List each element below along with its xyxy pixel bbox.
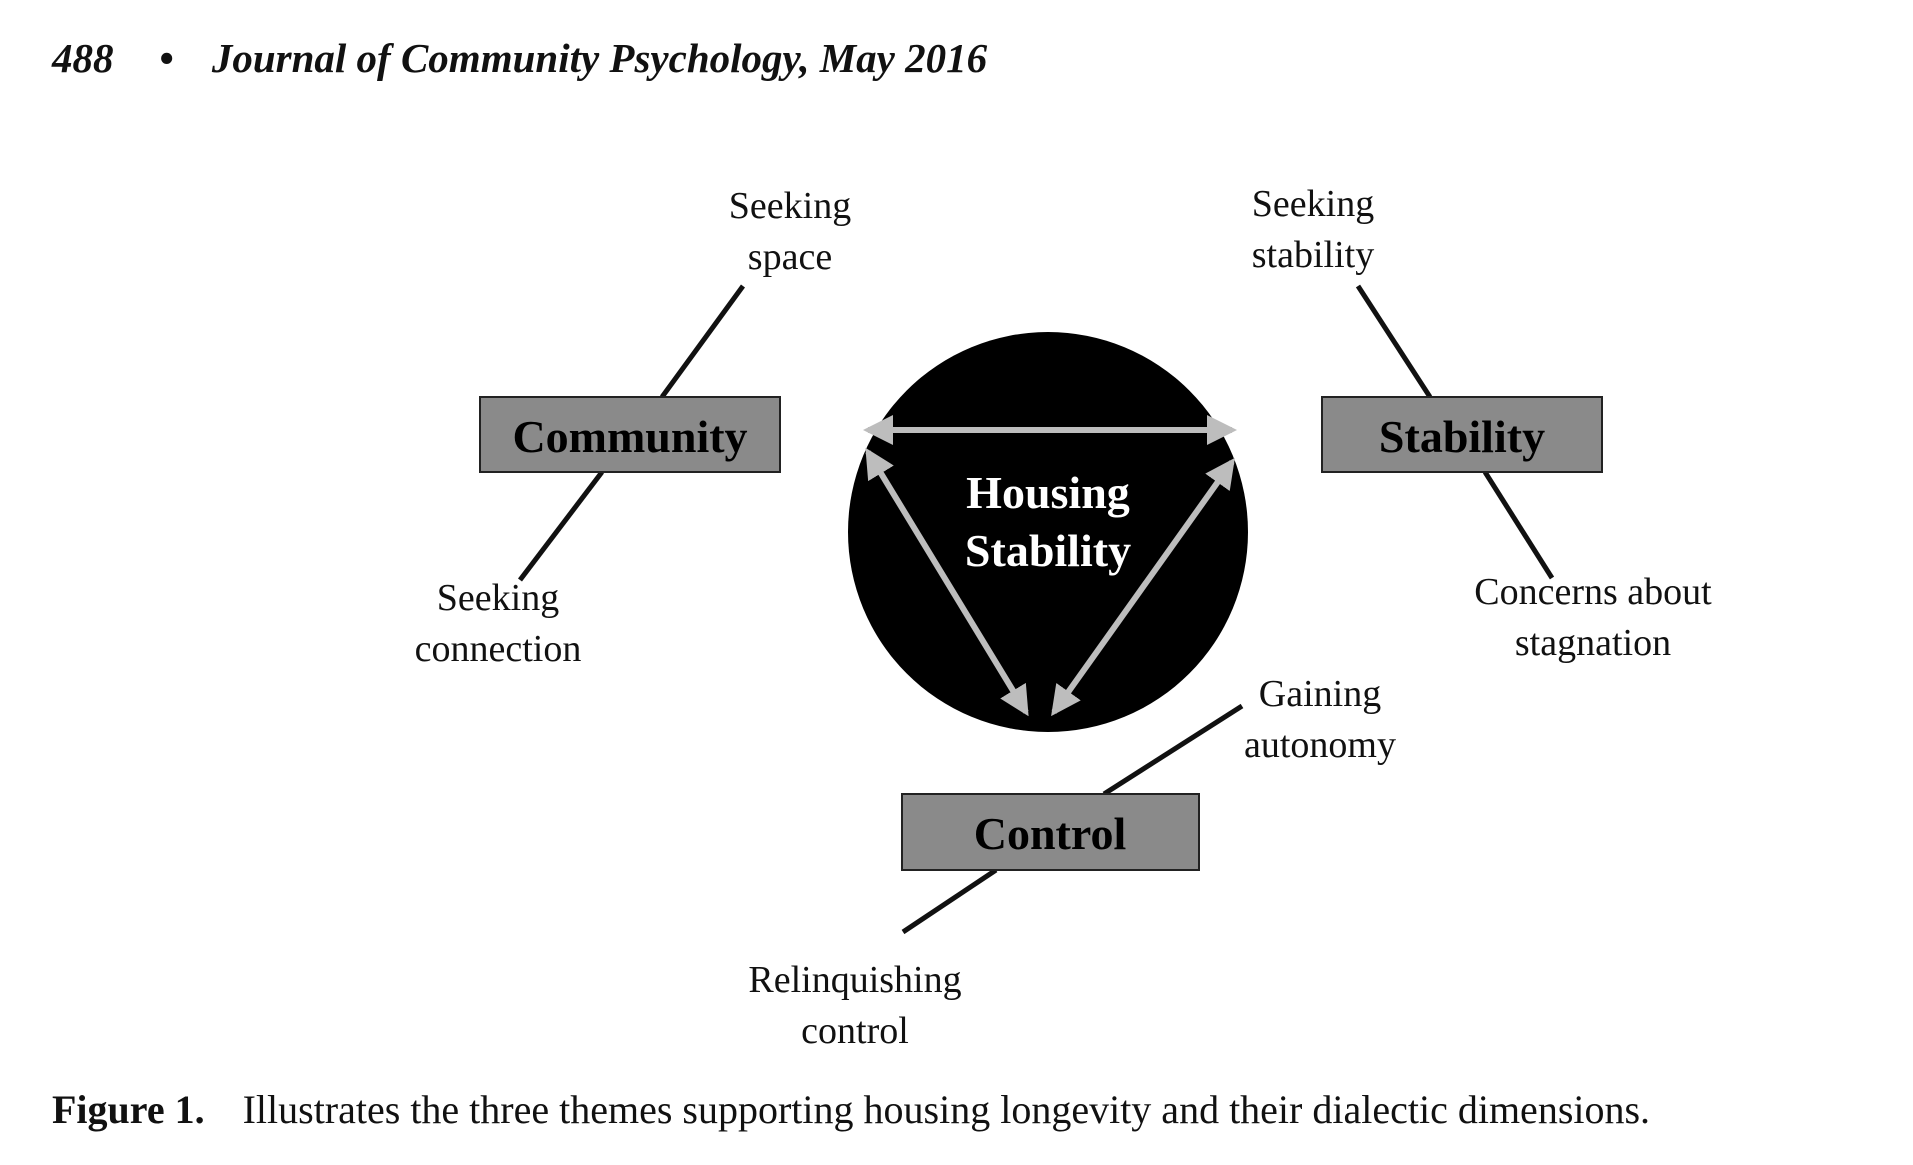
community-label: Community xyxy=(512,411,748,462)
journal-title: Journal of Community Psychology, May 2016 xyxy=(211,35,988,81)
bullet-separator: • xyxy=(159,35,174,81)
stability-label: Stability xyxy=(1378,411,1546,462)
figure-caption-label: Figure 1. xyxy=(52,1087,205,1132)
control-upper-connector xyxy=(1104,706,1242,794)
figure-caption xyxy=(52,1086,1650,1133)
center-label-line1: Housing xyxy=(966,467,1130,518)
control-upper-line2: autonomy xyxy=(1244,724,1396,766)
stability-lower-line2: stagnation xyxy=(1514,622,1672,664)
community-lower-connector xyxy=(520,472,602,580)
stability-lower-connector xyxy=(1485,472,1552,578)
stability-upper-connector xyxy=(1358,286,1430,397)
stability-lower-line1: Concerns about xyxy=(1474,571,1712,613)
figure-caption-text: Illustrates the three themes supporting housing longevity and their dialectic dimensions. xyxy=(242,1087,1651,1132)
control-label: Control xyxy=(973,808,1127,859)
stability-upper-line1: Seeking xyxy=(1251,183,1375,225)
community-upper-line1: Seeking xyxy=(728,185,852,227)
control-lower-line2: control xyxy=(801,1010,909,1052)
community-lower-line1: Seeking xyxy=(436,577,560,619)
center-label-line2: Stability xyxy=(964,525,1132,576)
control-lower-line1: Relinquishing xyxy=(748,959,962,1001)
page-number: 488 xyxy=(52,35,114,81)
stability-upper-line2: stability xyxy=(1251,234,1375,276)
control-lower-connector xyxy=(903,870,996,932)
community-lower-line2: connection xyxy=(414,628,582,670)
community-upper-line2: space xyxy=(747,236,833,278)
community-upper-connector xyxy=(662,286,743,397)
control-upper-line1: Gaining xyxy=(1258,673,1382,715)
